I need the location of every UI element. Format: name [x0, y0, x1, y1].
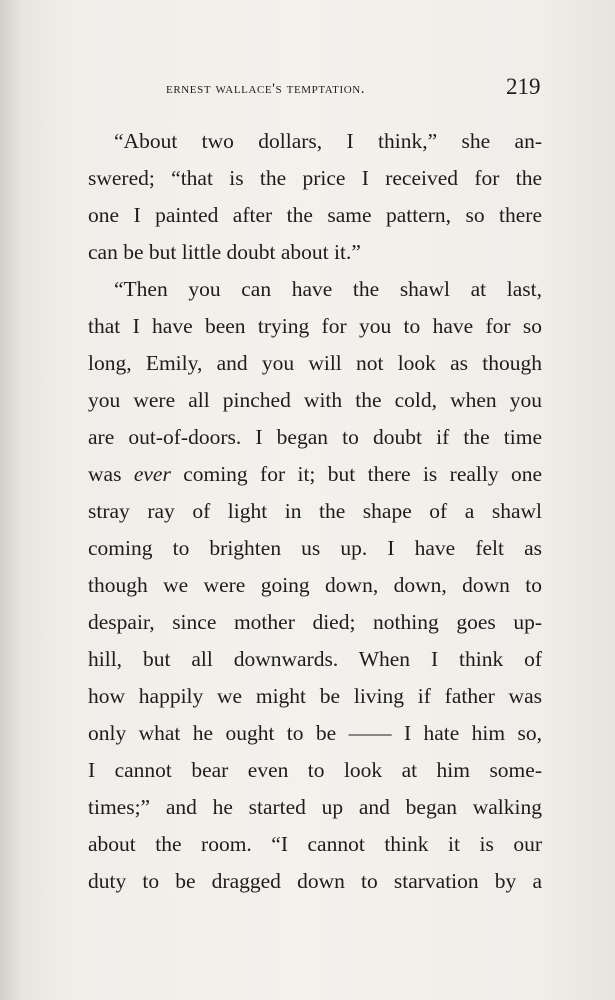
text-line: “Then you can have the shawl at last,	[114, 277, 542, 301]
text-line: can be but little doubt about it.”	[88, 240, 361, 264]
text-line: though we were going down, down, down to	[88, 573, 542, 597]
body-text	[88, 123, 542, 900]
text-line: you were all pinched with the cold, when you	[88, 388, 542, 412]
text-line: swered; “that is the price I received for the	[88, 166, 542, 190]
text-line: that I have been trying for you to have for so	[88, 314, 542, 338]
text-line: hill, but all downwards. When I think of	[88, 647, 542, 671]
text-line: despair, since mother died; nothing goes up-	[88, 610, 542, 634]
text-line: long, Emily, and you will not look as though	[88, 351, 542, 375]
page-number: 219	[506, 74, 541, 99]
text-line: are out-of-doors. I began to doubt if the time	[88, 425, 542, 449]
page-header	[0, 74, 615, 106]
emphasized-word: ever	[133, 462, 171, 486]
text-line-with-emphasis	[88, 456, 542, 493]
text-line: duty to be dragged down to starvation by a	[88, 869, 542, 893]
text-line: coming to brighten us up. I have felt as	[88, 536, 542, 560]
running-title: ernest wallace's temptation.	[166, 81, 366, 97]
text-fragment: was	[88, 462, 122, 486]
text-line: stray ray of light in the shape of a shawl	[88, 499, 542, 523]
text-line: one I painted after the same pattern, so there	[88, 203, 542, 227]
text-line: how happily we might be living if father was	[88, 684, 542, 708]
text-line: about the room. “I cannot think it is our	[88, 832, 542, 856]
text-fragment: coming for it; but there is really one	[183, 462, 543, 486]
text-line: times;” and he started up and began walking	[88, 795, 542, 819]
text-line: I cannot bear even to look at him some-	[88, 758, 542, 782]
text-line: only what he ought to be —— I hate him so,	[88, 721, 542, 745]
text-line: “About two dollars, I think,” she an-	[114, 129, 542, 153]
